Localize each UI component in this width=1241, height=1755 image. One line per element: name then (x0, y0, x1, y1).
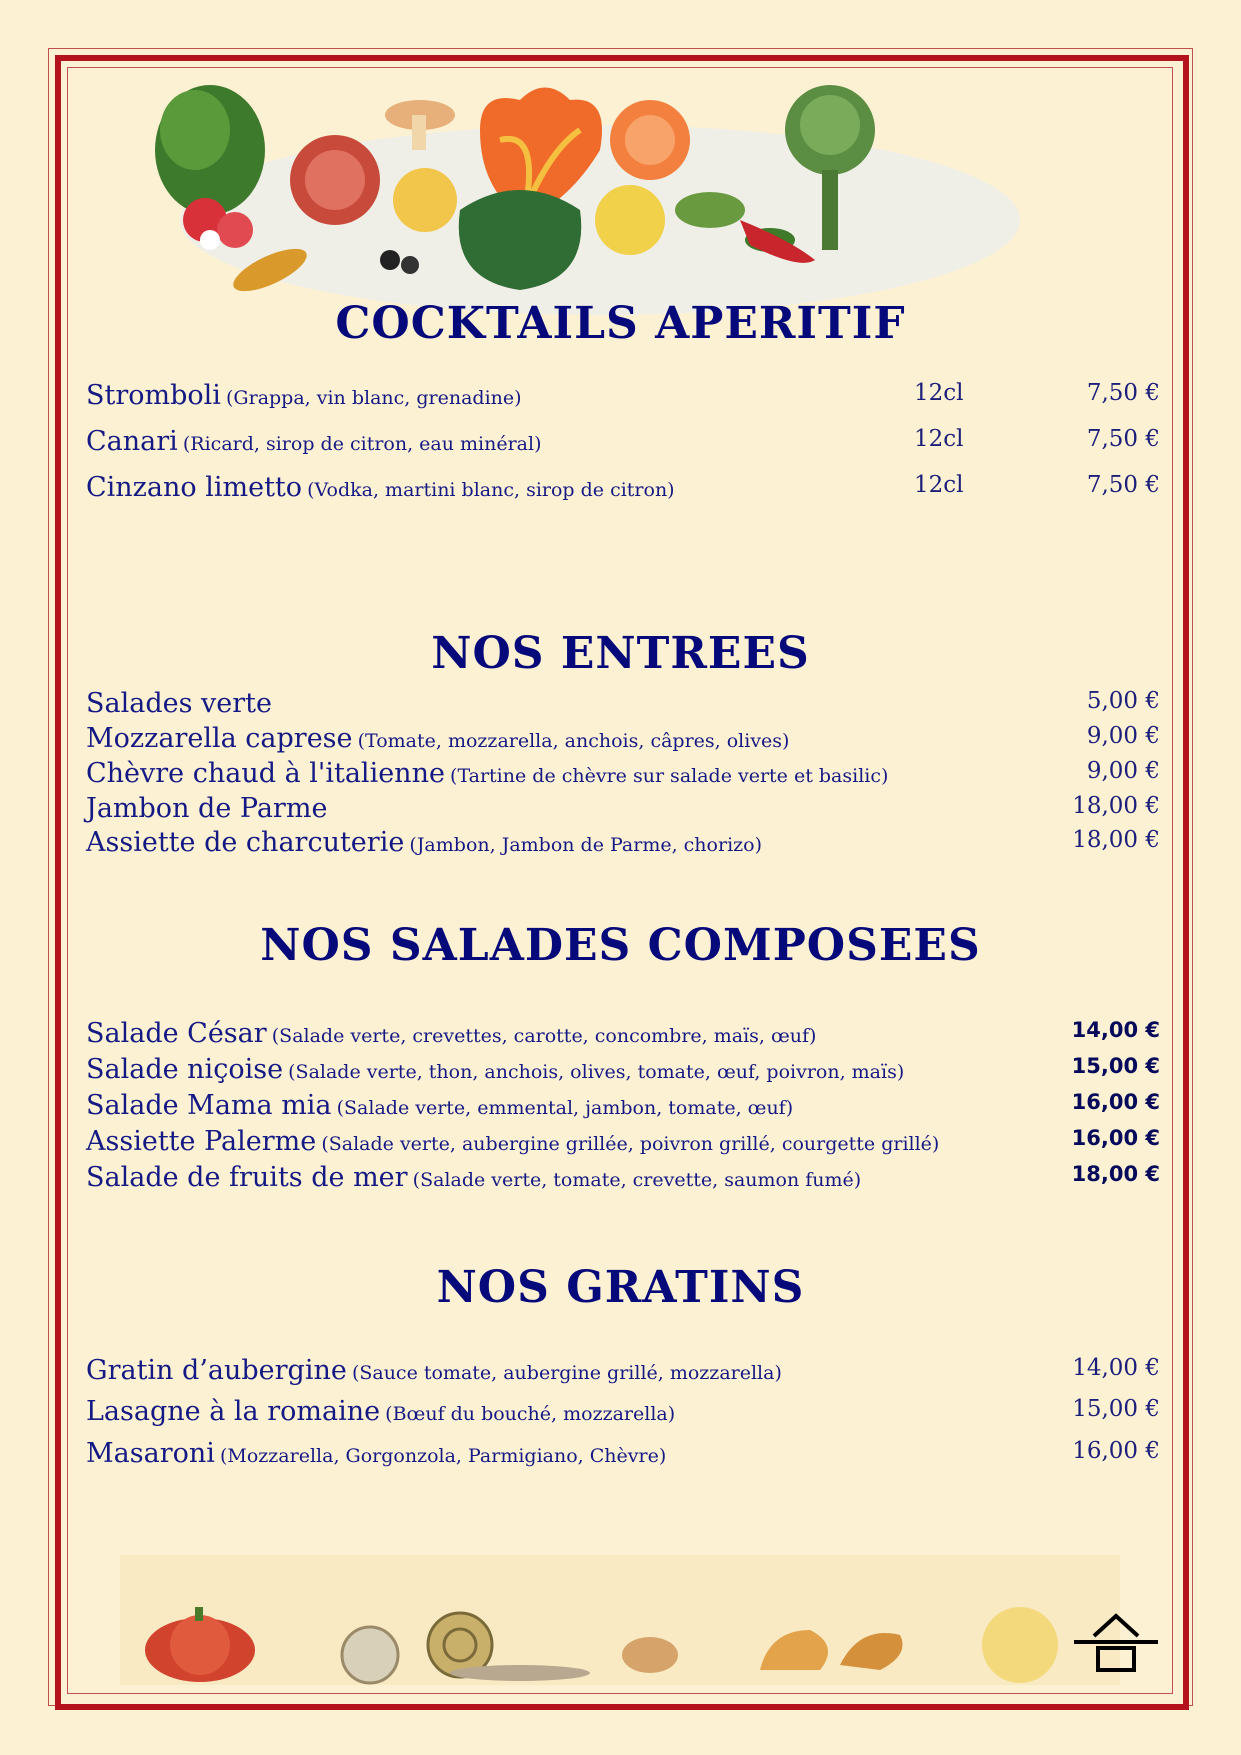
item-description: (Ricard, sirop de citron, eau minéral) (182, 433, 542, 455)
vegetables-illustration (150, 70, 1050, 320)
item-price: 9,00 € (1086, 758, 1160, 784)
item-description: (Salade verte, emmental, jambon, tomate, œuf) (336, 1097, 794, 1119)
item-name: Salade niçoise (86, 1054, 284, 1085)
menu-item (86, 827, 1166, 861)
item-price: 7,50 € (1086, 426, 1160, 452)
item-volume: 12cl (914, 472, 964, 498)
item-name: Lasagne à la romaine (86, 1396, 381, 1427)
item-name: Stromboli (86, 380, 221, 411)
item-name: Salade César (86, 1018, 267, 1049)
menu-item (86, 472, 1166, 506)
item-price: 18,00 € (1071, 1162, 1160, 1186)
menu-item (86, 1396, 1166, 1430)
item-price: 7,50 € (1086, 472, 1160, 498)
item-description: (Jambon, Jambon de Parme, chorizo) (409, 834, 763, 856)
item-price: 16,00 € (1072, 1438, 1160, 1464)
item-price: 14,00 € (1071, 1018, 1160, 1042)
home-icon[interactable] (1074, 1612, 1158, 1672)
item-name: Canari (86, 426, 178, 457)
item-price: 18,00 € (1072, 793, 1160, 819)
menu-item (86, 1438, 1166, 1472)
section-title-cocktails: COCKTAILS APERITIF (335, 298, 906, 349)
section-title-salades: NOS SALADES COMPOSEES (260, 920, 981, 971)
menu-item (86, 1162, 1166, 1196)
menu-item (86, 1126, 1166, 1160)
item-name: Salades verte (86, 688, 272, 719)
menu-item (86, 688, 1166, 722)
menu-item (86, 723, 1166, 757)
item-volume: 12cl (914, 380, 964, 406)
item-price: 5,00 € (1086, 688, 1160, 714)
item-description: (Bœuf du bouché, mozzarella) (385, 1403, 676, 1425)
item-name: Assiette de charcuterie (86, 827, 405, 858)
menu-item (86, 426, 1166, 460)
menu-item (86, 1090, 1166, 1124)
item-description: (Vodka, martini blanc, sirop de citron) (307, 479, 675, 501)
item-description: (Sauce tomate, aubergine grillé, mozzarella) (351, 1362, 782, 1384)
item-description: (Salade verte, tomate, crevette, saumon fumé) (412, 1169, 862, 1191)
item-name: Masaroni (86, 1438, 215, 1469)
menu-item (86, 758, 1166, 792)
item-price: 9,00 € (1086, 723, 1160, 749)
item-price: 16,00 € (1071, 1126, 1160, 1150)
item-price: 16,00 € (1071, 1090, 1160, 1114)
item-name: Chèvre chaud à l'italienne (86, 758, 445, 789)
item-name: Jambon de Parme (86, 793, 328, 824)
item-description: (Salade verte, crevettes, carotte, concombre, maïs, œuf) (271, 1025, 817, 1047)
item-description: (Salade verte, thon, anchois, olives, tomate, œuf, poivron, maïs) (288, 1061, 905, 1083)
item-description: (Tartine de chèvre sur salade verte et basilic) (450, 765, 889, 787)
menu-item (86, 1018, 1166, 1052)
item-name: Salade Mama mia (86, 1090, 332, 1121)
menu-item (86, 1355, 1166, 1389)
item-name: Salade de fruits de mer (86, 1162, 408, 1193)
item-name: Mozzarella caprese (86, 723, 353, 754)
menu-item (86, 1054, 1166, 1088)
item-price: 18,00 € (1072, 827, 1160, 853)
snails-pumpkin-illustration (120, 1535, 1120, 1685)
section-title-entrees: NOS ENTREES (431, 628, 810, 679)
item-price: 15,00 € (1071, 1054, 1160, 1078)
menu-item (86, 380, 1166, 414)
item-price: 14,00 € (1072, 1355, 1160, 1381)
item-name: Cinzano limetto (86, 472, 303, 503)
item-price: 7,50 € (1086, 380, 1160, 406)
item-name: Gratin d’aubergine (86, 1355, 347, 1386)
section-title-gratins: NOS GRATINS (436, 1262, 805, 1313)
item-description: (Grappa, vin blanc, grenadine) (226, 387, 522, 409)
item-volume: 12cl (914, 426, 964, 452)
item-description: (Mozzarella, Gorgonzola, Parmigiano, Chèvre) (219, 1445, 667, 1467)
item-description: (Salade verte, aubergine grillée, poivron grillé, courgette grillé) (321, 1133, 940, 1155)
item-name: Assiette Palerme (86, 1126, 317, 1157)
item-price: 15,00 € (1072, 1396, 1160, 1422)
menu-item (86, 793, 1166, 827)
item-description: (Tomate, mozzarella, anchois, câpres, olives) (357, 730, 790, 752)
